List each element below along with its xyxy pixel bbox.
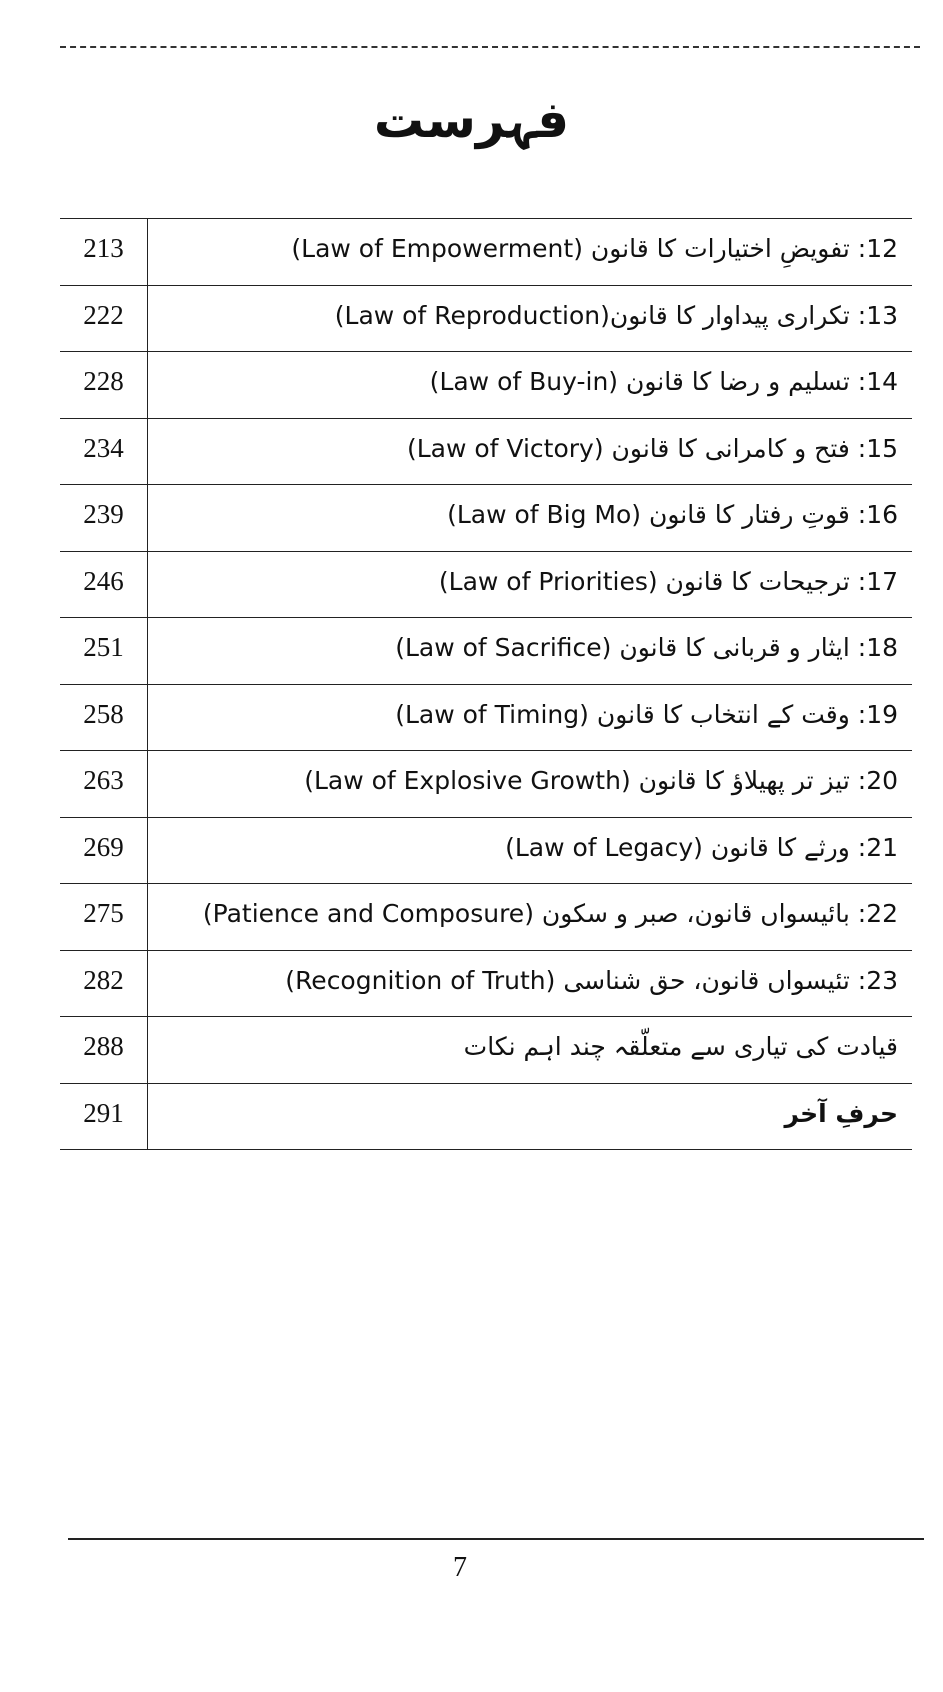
toc-page-number: 291 [60, 1084, 148, 1150]
toc-row [60, 219, 912, 286]
toc-page-number: 275 [60, 884, 148, 950]
toc-page-number: 251 [60, 618, 148, 684]
toc-row [60, 419, 912, 486]
page-title: فہرست [373, 91, 570, 149]
toc-row [60, 286, 912, 353]
toc-entry-title: 14: تسلیم و رضا کا قانون (Law of Buy-in) [429, 367, 898, 397]
toc-page-number: 263 [60, 751, 148, 817]
toc-entry-title: قیادت کی تیاری سے متعلّقہ چند اہم نکات [463, 1032, 898, 1062]
toc-row [60, 951, 912, 1018]
toc-entry-title: 18: ایثار و قربانی کا قانون (Law of Sacrifice) [395, 633, 898, 663]
toc-entry-title: 12: تفویضِ اختیارات کا قانون (Law of Empowerment) [291, 234, 898, 264]
toc-row [60, 818, 912, 885]
toc-row [60, 352, 912, 419]
toc-row [60, 884, 912, 951]
toc-row [60, 552, 912, 619]
toc-entry-title: 23: تئیسواں قانون، حق شناسی (Recognition of Truth) [285, 965, 898, 995]
toc-entry-title: 15: فتح و کامرانی کا قانون (Law of Victory) [406, 433, 898, 463]
toc-row [60, 618, 912, 685]
toc-page-number: 288 [60, 1017, 148, 1083]
toc-row [60, 485, 912, 552]
toc-page-number: 228 [60, 352, 148, 418]
toc-page-number: 269 [60, 818, 148, 884]
toc-page-number: 258 [60, 685, 148, 751]
toc-row [60, 1017, 912, 1084]
toc-page-number: 234 [60, 419, 148, 485]
toc-page-number: 239 [60, 485, 148, 551]
toc-entry-title: 17: ترجیحات کا قانون (Law of Priorities) [438, 566, 898, 596]
toc-entry-title: 22: بائیسواں قانون، صبر و سکون (Patience and Composure) [202, 899, 898, 929]
footer-page-number: 7 [453, 1552, 467, 1583]
toc-entry-title: 20: تیز تر پھیلاؤ کا قانون (Law of Explosive Growth) [304, 766, 898, 796]
toc-entry-title: 16: قوتِ رفتار کا قانون (Law of Big Mo) [447, 500, 898, 530]
toc-page-number: 213 [60, 219, 148, 285]
toc-entry-title: 19: وقت کے انتخاب کا قانون (Law of Timing) [395, 699, 898, 729]
toc-row [60, 751, 912, 818]
toc-entry-title: حرفِ آخر [784, 1098, 898, 1128]
toc-entry-title: 21: ورثے کا قانون (Law of Legacy) [505, 832, 898, 862]
top-dashed-divider [60, 46, 920, 48]
toc-row [60, 685, 912, 752]
toc-page-number: 222 [60, 286, 148, 352]
toc-table [60, 218, 912, 1150]
toc-row [60, 1084, 912, 1151]
toc-page-number: 282 [60, 951, 148, 1017]
footer-divider [68, 1538, 924, 1540]
toc-page-number: 246 [60, 552, 148, 618]
toc-entry-title: 13: تکراری پیداوار کا قانون(Law of Reproduction) [334, 300, 898, 330]
